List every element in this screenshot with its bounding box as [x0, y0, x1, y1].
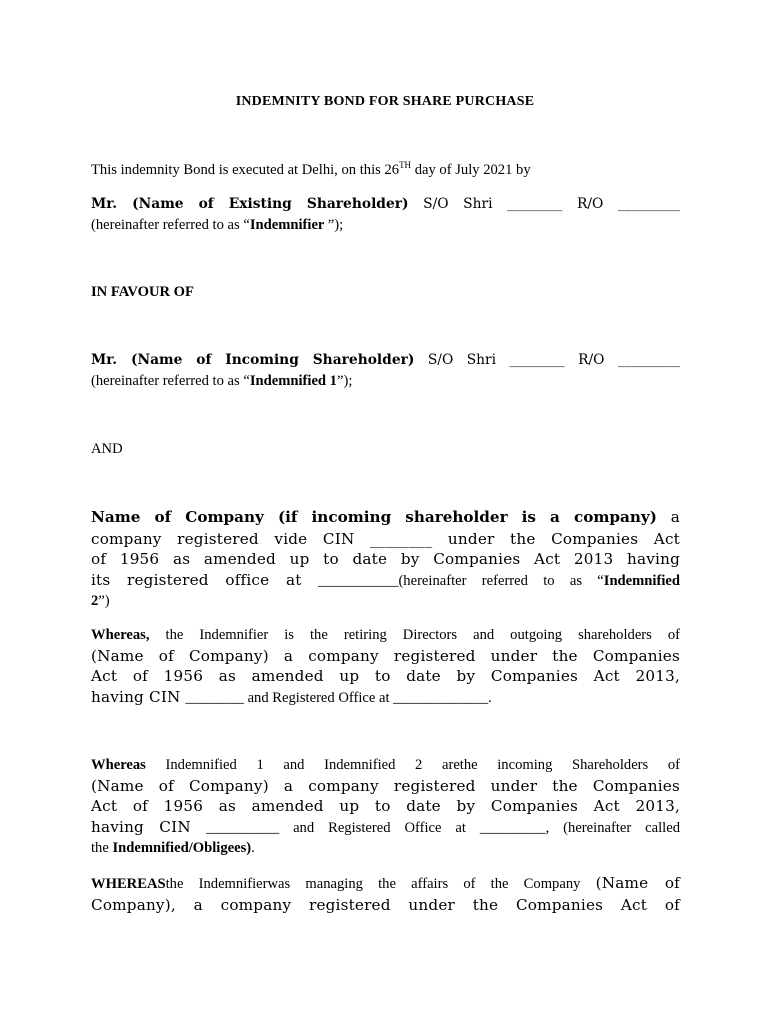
whereas3-paragraph	[91, 873, 680, 915]
intro-paragraph	[91, 160, 680, 181]
company-line-4-pre: its registered office at	[91, 570, 319, 589]
whereas3-line-2: Company), a company registered under the Companies Act of	[91, 895, 680, 914]
whereas3-line-1	[91, 873, 680, 895]
and-heading: AND	[91, 441, 123, 457]
company-term: Indemnified	[603, 572, 680, 589]
intro-ordinal: TH	[399, 160, 412, 170]
whereas2-line-5-pre: the	[91, 840, 113, 857]
company-name: Name of Company (if incoming shareholder is a company)	[91, 508, 657, 526]
company-paragraph	[91, 507, 680, 612]
company-line-2: company registered vide CIN ________ under the Companies Act	[91, 529, 680, 548]
indemnified1-ref-pre: (hereinafter referred to as “	[91, 372, 250, 389]
indemnifier-term: Indemnifier	[249, 216, 328, 233]
whereas3-line-1-text: the Indemnifierwas managing the affairs of the Company	[165, 876, 596, 892]
whereas1-line-4-pre: having CIN	[91, 687, 186, 706]
indemnified1-line-1	[91, 350, 680, 371]
indemnifier-name: Mr. (Name of Existing Shareholder)	[91, 196, 409, 212]
whereas1-line-4-rest: ________ and Registered Office at _____________.	[185, 689, 492, 706]
whereas1-line-4	[91, 687, 680, 709]
company-ref-pre: (hereinafter referred to as “	[398, 572, 604, 589]
company-line-4	[91, 570, 680, 592]
company-line-5	[91, 591, 680, 612]
indemnifier-ref-pre: (hereinafter referred to as “	[91, 216, 250, 233]
company-ref-post: ”)	[98, 593, 110, 610]
whereas2-line-2: (Name of Company) a company registered under the Companies	[91, 776, 680, 795]
whereas3-lead: WHEREAS	[91, 876, 166, 892]
intro-text: This indemnity Bond is executed at Delhi, on this 26	[91, 162, 400, 178]
whereas2-line-5	[91, 838, 680, 859]
company-line-1	[91, 507, 680, 529]
company-term-number: 2	[91, 593, 99, 610]
indemnifier-line-2	[91, 215, 680, 236]
whereas1-lead: Whereas,	[91, 627, 150, 643]
company-line-3: of 1956 as amended up to date by Companies Act 2013 having	[91, 550, 680, 569]
indemnifier-ref-post: ”);	[327, 216, 344, 233]
whereas2-line-4	[91, 817, 680, 839]
whereas2-line-4-rest: __________ and Registered Office at _________, (hereinafter called	[206, 819, 681, 836]
indemnified1-term: Indemnified 1	[249, 372, 337, 389]
whereas2-term: Indemnified/Obligees)	[112, 840, 252, 857]
in-favour-heading: IN FAVOUR OF	[91, 284, 194, 300]
document-title: INDEMNITY BOND FOR SHARE PURCHASE	[235, 94, 535, 109]
whereas1-paragraph	[91, 625, 680, 708]
whereas2-line-1	[91, 755, 680, 776]
intro-text-end: day of July 2021 by	[411, 162, 531, 178]
whereas1-line-3: Act of 1956 as amended up to date by Companies Act 2013,	[91, 667, 680, 686]
indemnifier-line-1	[91, 194, 680, 215]
indemnified1-paragraph	[91, 350, 680, 391]
indemnifier-paragraph	[91, 194, 680, 235]
indemnified1-ref-post: ”);	[336, 372, 353, 389]
whereas3-line-1-alt: (Name of	[595, 874, 680, 892]
indemnifier-so: S/O Shri ________ R/O _________	[408, 196, 680, 212]
whereas1-line-1	[91, 625, 680, 646]
indemnified1-name: Mr. (Name of Incoming Shareholder)	[91, 352, 415, 368]
whereas1-line-2: (Name of Company) a company registered under the Companies	[91, 646, 680, 665]
indemnified1-so: S/O Shri ________ R/O _________	[414, 352, 680, 368]
whereas2-line-4-pre: having CIN	[91, 817, 207, 836]
whereas2-line-1-text: Indemnified 1 and Indemnified 2 arethe incoming Shareholders of	[145, 757, 680, 773]
whereas2-paragraph	[91, 755, 680, 859]
company-office-blank: ___________	[318, 572, 399, 589]
company-line-1-end: a	[656, 508, 680, 526]
whereas2-lead: Whereas	[91, 757, 146, 773]
whereas2-line-5-end: .	[251, 840, 255, 857]
whereas1-line-1-text: the Indemnifier is the retiring Directors and outgoing shareholders of	[149, 627, 680, 643]
indemnified1-line-2	[91, 371, 680, 392]
whereas2-line-3: Act of 1956 as amended up to date by Companies Act 2013,	[91, 797, 680, 816]
